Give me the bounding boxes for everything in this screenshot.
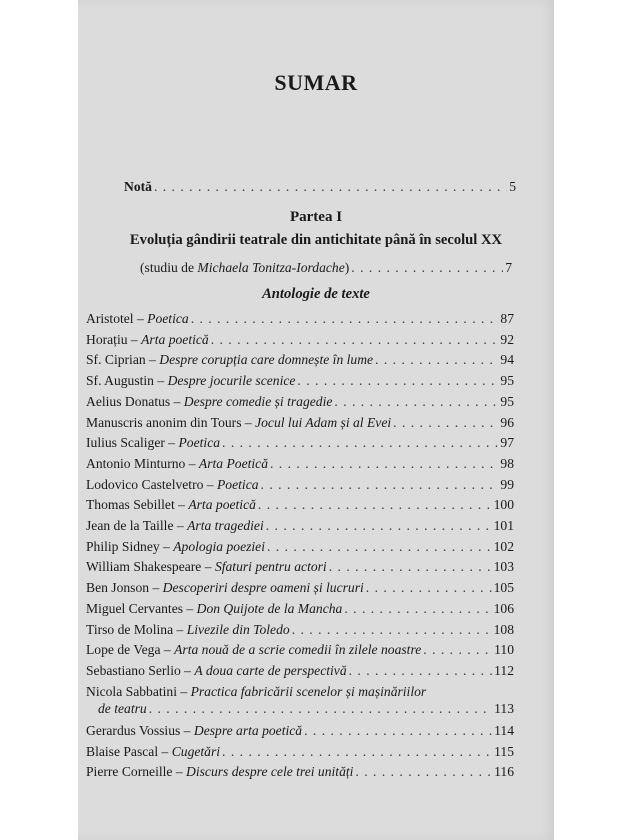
entry-page: 108 [493,621,514,637]
study-page: 7 [505,260,512,275]
nota-label: Notă [124,179,152,194]
study-prefix: (studiu de [140,260,198,275]
entry-text [86,641,421,658]
entry-text [86,662,347,679]
entry-page: 113 [494,701,514,717]
dot-leader [344,600,491,617]
toc-entry [86,558,514,575]
entry-author: Antonio Minturno – [86,455,199,471]
entry-author: Philip Sidney – [86,538,174,554]
entry-author: Gerardus Vossius – [86,723,194,738]
entry-author: Lope de Vega – [86,642,175,658]
dot-leader [355,763,492,780]
entry-work: Arta nouă de a scrie comedii în zilele noastre [174,642,422,658]
toc-entry [86,722,514,739]
toc-entry [86,434,514,451]
entry-author: Miguel Cervantes – [86,600,197,616]
entry-text [86,331,209,348]
entry-author: Aristotel – [86,311,148,326]
page-title: SUMAR [274,70,358,95]
entry-author: Nicola Sabbatini – [86,683,191,699]
entry-work: Poetica [147,311,189,326]
entry-text [86,414,391,431]
entry-author: Jean de la Taille – [86,518,188,533]
entry-page: 94 [500,352,514,368]
entry-text [86,558,327,575]
part-heading: Partea I [289,209,343,225]
toc-entry [86,763,514,780]
dot-leader [261,476,499,493]
dot-leader [149,700,492,717]
entry-work: Poetica [217,476,259,492]
part-subtitle: Evoluția gândirii teatrale din antichitate până în secolul XX [129,232,503,248]
entry-page: 112 [494,662,514,678]
dot-leader [349,662,492,679]
toc-entry [86,538,514,555]
entry-work: Sfaturi pentru actori [214,559,327,575]
entry-author: Sf. Augustin – [86,373,168,389]
entry-work: Descoperiri despre oameni și lucruri [162,580,364,596]
entry-work: Poetica [178,435,221,451]
entry-page: 116 [494,764,514,780]
entry-text [86,763,353,780]
entry-text [86,310,189,327]
study-author: Michaela Tonitza-Iordache [197,260,345,275]
entry-author: William Shakespeare – [86,559,215,575]
toc-entry [86,372,514,389]
entry-author: Aelius Donatus – [86,393,184,409]
entry-work: Cugetări [171,743,221,759]
toc-entry-continuation [98,700,514,717]
entry-author: Thomas Sebillet – [86,497,189,513]
toc-entry [86,600,514,617]
entry-text [86,600,342,617]
toc-entry [86,393,514,410]
entry-text [86,743,220,760]
toc-entry [86,455,514,472]
entry-author: Horațiu – [86,331,142,347]
entry-work: Despre jocurile scenice [167,373,296,389]
entry-work: Arta tragediei [187,518,264,533]
entry-page: 106 [493,600,514,616]
toc-entry [86,641,514,658]
toc-entry [86,331,514,348]
dot-leader [258,496,492,513]
dot-leader [270,455,498,472]
dot-leader [266,517,492,534]
dot-leader [393,414,498,431]
entry-work: Despre arta poetică [193,723,303,738]
entry-page: 99 [500,476,514,492]
entry-page: 96 [500,414,514,430]
toc-entry [86,662,514,679]
entry-work: A doua carte de perspectivă [194,662,347,678]
entry-text [86,722,302,739]
toc-entry [86,579,514,596]
dot-leader [292,621,492,638]
entry-author: Blaise Pascal – [86,743,172,759]
entry-work: Despre corupția care domnește în lume [159,352,374,368]
entry-text [86,393,332,410]
entry-author: Sebastiano Serlio – [86,662,195,678]
entry-text [86,496,256,513]
entry-page: 114 [494,723,514,738]
dot-leader [351,259,503,276]
dot-leader [304,722,492,739]
dot-leader [366,579,492,596]
toc-entry [86,496,514,513]
entry-text [86,621,290,638]
entry-text [86,517,264,534]
toc-entry [86,310,514,327]
entry-work-continuation: de teatru [98,701,147,717]
entry-page: 100 [493,497,514,513]
entry-work: Arta Poetică [198,455,268,471]
entry-page: 87 [500,311,514,326]
entry-author: Manuscris anonim din Tours – [86,414,256,430]
entry-page: 101 [493,518,514,533]
dot-leader [222,743,492,760]
entry-author: Sf. Ciprian – [86,352,160,368]
entry-author: Lodovico Castelvetro – [86,476,217,492]
dot-leader [191,310,499,327]
entry-page: 95 [500,393,514,409]
entry-page: 110 [494,642,514,658]
entry-work: Arta poetică [188,497,256,513]
entry-author: Pierre Corneille – [86,764,187,780]
nota-page: 5 [509,179,516,194]
dot-leader [154,178,507,195]
toc-entry [86,351,514,368]
toc-entry [86,683,514,700]
entry-text [86,455,268,472]
study-line [140,259,349,276]
dot-leader [375,351,498,368]
dot-leader [423,641,492,658]
dot-leader [267,538,492,555]
entry-page: 98 [500,455,514,471]
anthology-heading: Antologie de texte [262,286,370,302]
entry-work: Apologia poeziei [173,538,265,554]
book-page [78,0,554,840]
entry-page: 102 [493,538,514,554]
toc-entry [86,476,514,493]
entry-page: 115 [494,743,514,759]
entry-work: Practica fabricării scenelor și mașinăriilor [190,683,427,699]
toc-entry-nota [124,178,516,195]
entry-work: Discurs despre cele trei unități [186,764,354,780]
entry-work: Don Quijote de la Mancha [196,600,343,616]
dot-leader [222,434,498,451]
entry-page: 97 [500,435,514,451]
entry-work: Despre comedie și tragedie [183,393,333,409]
toc-entry [86,743,514,760]
dot-leader [211,331,499,348]
dot-leader [297,372,498,389]
dot-leader [334,393,498,410]
entry-page: 105 [493,580,514,596]
entry-text [86,683,426,700]
entry-author: Tirso de Molina – [86,621,187,637]
toc-entry [86,621,514,638]
toc-entry-study [140,259,512,276]
entry-author: Ben Jonson – [86,580,163,596]
entry-author: Iulius Scaliger – [86,435,179,451]
toc-entry [86,414,514,431]
entry-text [86,579,364,596]
entry-text [86,372,295,389]
entry-page: 92 [500,331,514,347]
entry-work: Jocul lui Adam și al Evei [255,414,392,430]
entry-text [86,351,373,368]
study-suffix: ) [344,260,350,275]
entry-page: 103 [493,559,514,575]
entry-work: Livezile din Toledo [186,621,290,637]
entry-text [86,434,220,451]
entry-text [86,538,265,555]
toc-entry [86,517,514,534]
entry-work: Arta poetică [141,331,209,347]
entry-page: 95 [500,373,514,389]
entry-text [86,476,259,493]
dot-leader [329,558,492,575]
